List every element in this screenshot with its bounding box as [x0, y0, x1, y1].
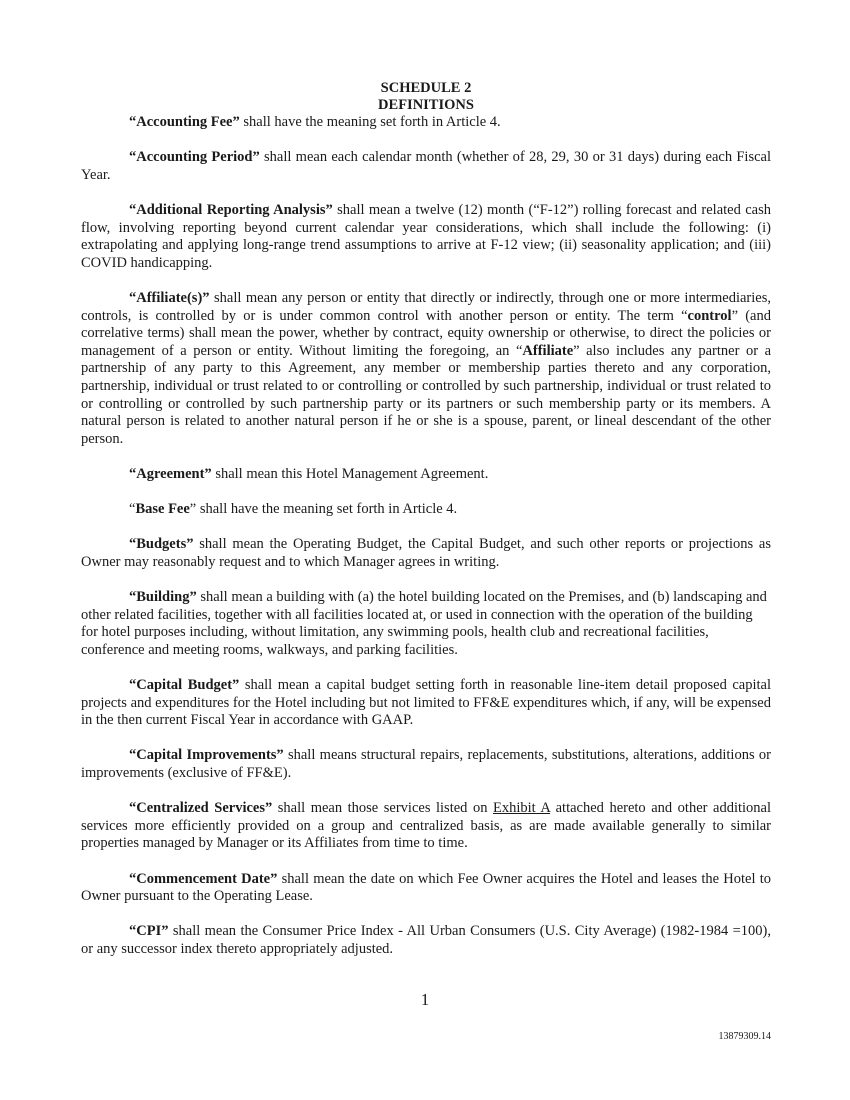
- definition-text: shall mean the Consumer Price Index - All Urban Consumers (U.S. City Average) (1982-1984 =100), or any successor index thereto appropriately adjusted.: [81, 923, 771, 957]
- defined-term: “Additional Reporting Analysis”: [129, 201, 333, 218]
- open-quote: “: [129, 501, 136, 518]
- page-number: 1: [420, 990, 430, 1009]
- defined-term: Base Fee: [135, 501, 190, 518]
- definition-capital-improvements: [81, 747, 771, 782]
- defined-term: “Capital Budget”: [129, 677, 240, 693]
- defined-term: “Agreement”: [129, 465, 212, 482]
- definition-text: shall have the meaning set forth in Article 4.: [239, 114, 501, 130]
- definition-commencement-date: [81, 871, 771, 906]
- defined-term: “Centralized Services”: [129, 800, 273, 817]
- document-id: 13879309.14: [718, 1031, 771, 1042]
- defined-term-control: control: [687, 307, 732, 324]
- definition-capital-budget: [81, 677, 771, 730]
- definition-text: shall mean this Hotel Management Agreement.: [211, 465, 489, 482]
- definition-text: shall mean each calendar month (whether of 28, 29, 30 or 31 days) during each Fiscal Year.: [81, 149, 771, 183]
- definition-building: [81, 589, 771, 659]
- definition-centralized-services: [81, 800, 771, 853]
- definition-text: shall means structural repairs, replacements, substitutions, alterations, additions or improvements (exclusive of FF&E).: [81, 747, 771, 781]
- definition-additional-reporting-analysis: [81, 202, 771, 272]
- definition-accounting-fee: [81, 114, 771, 132]
- defined-term: “Affiliate(s)”: [129, 289, 210, 306]
- definition-text: attached hereto and other additional services more efficiently provided on a group and centralized basis, as are made available generally to similar properties managed by Manager or its Affiliates from time to time.: [81, 800, 771, 852]
- defined-term: “CPI”: [129, 923, 169, 940]
- definitions-title: DEFINITIONS: [378, 97, 474, 113]
- definition-text: shall mean a capital budget setting forth in reasonable line-item detail proposed capital projects and expenditures for the Hotel including but not limited to FF&E expenditures which, if any, will be expensed in the then current Fiscal Year in accordance with GAAP.: [81, 677, 771, 729]
- document-page: [81, 80, 771, 976]
- definition-budgets: [81, 536, 771, 571]
- definition-text: ” (and correlative terms) shall mean the power, whether by contract, equity ownership or otherwise, to direct the policies or management of a person or entity. Without limiting the foregoing, an “: [81, 307, 771, 359]
- definition-text: shall mean a building with (a) the hotel building located on the Premises, and (b) landscaping and other related facilities, together with all facilities located at, or used in connection with the operation of the building for hotel purposes including, without limitation, any swimming pools, health club and recreational facilities, conference and meeting rooms, walkways, and parking facilities.: [81, 589, 767, 658]
- defined-term: “Building”: [129, 589, 197, 606]
- definition-text: shall mean those services listed on: [272, 800, 493, 817]
- defined-term: “Capital Improvements”: [129, 747, 284, 764]
- definition-text: ” shall have the meaning set forth in Article 4.: [189, 501, 458, 518]
- definition-affiliates: [81, 290, 771, 448]
- exhibit-a-link[interactable]: Exhibit A: [492, 800, 551, 817]
- schedule-title: SCHEDULE 2: [380, 80, 472, 96]
- definition-agreement: [81, 466, 771, 484]
- definition-text: ” also includes any partner or a partnership of any party to this Agreement, any member or membership parties thereto and any corporation, partnership, individual or trust related to or controlling or controlled by such partnership, individual or trust related to or controlling or controlled by such partnership party or its partners or such membership party or its members. A natural person is related to another natural person if he or she is a spouse, parent, or lineal descendant of the other person.: [81, 342, 771, 447]
- definition-accounting-period: [81, 149, 771, 184]
- definition-text: shall mean a twelve (12) month (“F-12”) rolling forecast and related cash flow, involving reporting beyond current calendar year considerations, which shall include the following: (i) extrapolating and applying long-range trend assumptions to arrive at F-12 view; (ii) seasonality application; and (iii) COVID handicapping.: [81, 201, 771, 271]
- definition-base-fee: [81, 501, 771, 519]
- defined-term-affiliate: Affiliate: [522, 342, 574, 359]
- definition-text: shall mean any person or entity that directly or indirectly, through one or more intermediaries, controls, is controlled by or is under common control with another person or entity. The term “: [81, 289, 771, 324]
- definition-text: shall mean the date on which Fee Owner acquires the Hotel and leases the Hotel to Owner pursuant to the Operating Lease.: [81, 870, 771, 905]
- defined-term: “Accounting Period”: [129, 149, 260, 166]
- definition-text: shall mean the Operating Budget, the Capital Budget, and such other reports or projections as Owner may reasonably request and to which Manager agrees in writing.: [81, 536, 771, 570]
- definition-cpi: [81, 923, 771, 958]
- defined-term: “Commencement Date”: [129, 870, 278, 887]
- defined-term: “Budgets”: [129, 536, 194, 553]
- defined-term: “Accounting Fee”: [129, 114, 240, 130]
